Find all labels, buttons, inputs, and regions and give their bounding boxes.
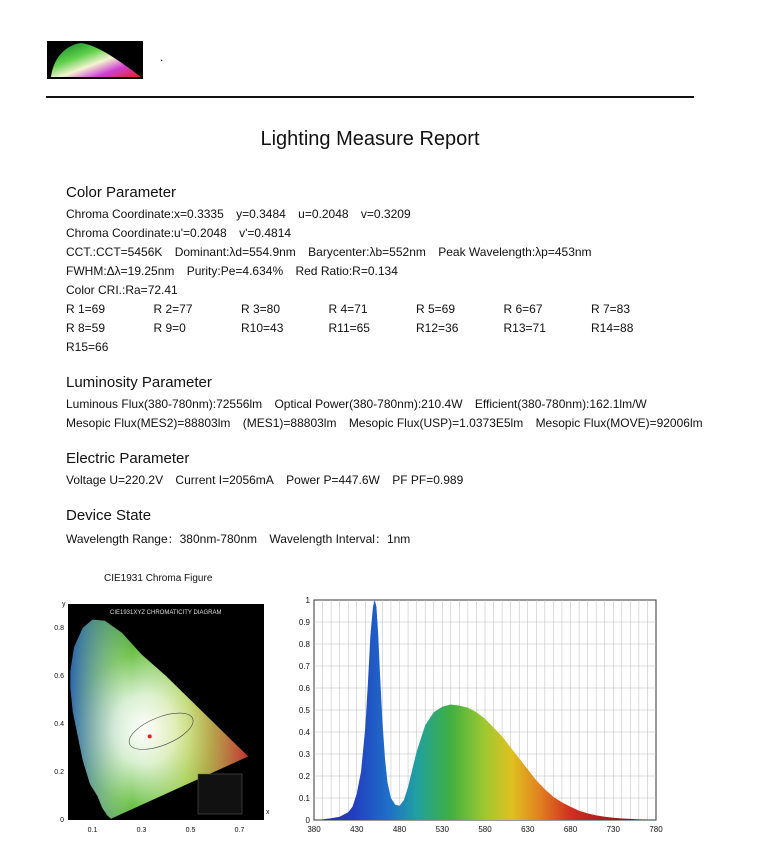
chroma-u-prime: Chroma Coordinate:u'=0.2048 (66, 226, 227, 240)
luminous-flux-value: Luminous Flux(380-780nm):72556lm (66, 397, 263, 411)
color-parameter-heading: Color Parameter (66, 184, 177, 201)
cct-line (66, 245, 601, 259)
mesopic-usp-value: Mesopic Flux(USP)=1.0373E5lm (348, 416, 524, 430)
cct-value: CCT.:CCT=5456K (66, 245, 163, 259)
cie-y-tick: 0.4 (54, 721, 64, 728)
cie-inner-title: CIE1931XYZ CHROMATICITY DIAGRAM (110, 610, 222, 616)
spectrum-x-tick: 530 (435, 825, 449, 834)
spectrum-y-tick: 0.9 (298, 618, 310, 627)
luminosity-parameter-heading: Luminosity Parameter (66, 374, 212, 391)
chroma-y: y=0.3484 (236, 207, 286, 221)
purity-value: Purity:Pe=4.634% (186, 264, 284, 278)
chroma-x: Chroma Coordinate:x=0.3335 (66, 207, 224, 221)
spectrum-y-tick: 0.5 (298, 706, 310, 715)
spectrum-x-tick: 680 (563, 825, 578, 834)
r-value-1: R 1=69 (66, 302, 106, 316)
electric-line (66, 473, 472, 487)
chroma-uv-line (66, 226, 300, 240)
cie-inset-chart (198, 774, 242, 814)
cie-x-tick: 0.1 (87, 827, 98, 834)
fwhm-value: FWHM:Δλ=19.25nm (66, 264, 175, 278)
r-value-13: R13=71 (503, 321, 546, 335)
mesopic-mes1-value: (MES1)=88803lm (242, 416, 337, 430)
barycenter-value: Barycenter:λb=552nm (308, 245, 426, 259)
r-value-5: R 5=69 (416, 302, 456, 316)
r-value-2: R 2=77 (153, 302, 193, 316)
efficient-value: Efficient(380-780nm):162.1lm/W (474, 397, 647, 411)
spectrum-x-tick: 730 (606, 825, 620, 834)
spectrum-y-tick: 0 (305, 816, 310, 825)
cie-x-tick: 0.5 (185, 827, 196, 834)
header-mark: . (160, 50, 164, 64)
wavelength-interval-value: Wavelength Interval：1nm (269, 532, 411, 546)
cie-y-tick: 0.8 (54, 625, 64, 632)
luminosity-line-1 (66, 397, 656, 411)
mesopic-mes2-value: Mesopic Flux(MES2)=88803lm (66, 416, 231, 430)
r-value-7: R 7=83 (591, 302, 631, 316)
spectrum-y-tick: 0.1 (298, 794, 310, 803)
spectrum-y-tick: 0.2 (298, 772, 310, 781)
electric-parameter-heading: Electric Parameter (66, 450, 190, 467)
cie-figure-title: CIE1931 Chroma Figure (104, 573, 213, 584)
r-value-8: R 8=59 (66, 321, 106, 335)
r-value-4: R 4=71 (328, 302, 368, 316)
cie-x-tick: 0.7 (234, 827, 245, 834)
chroma-xy-line (66, 207, 420, 221)
red-ratio-value: Red Ratio:R=0.134 (295, 264, 398, 278)
cie-y-tick: 0.2 (54, 769, 64, 776)
spectrum-chart (288, 592, 668, 838)
r-value-9: R 9=0 (153, 321, 186, 335)
spectrum-y-tick: 0.4 (298, 728, 310, 737)
report-title: Lighting Measure Report (260, 128, 480, 150)
spectrum-y-tick: 0.3 (298, 750, 310, 759)
cie-y-tick: 0.6 (54, 673, 64, 680)
spectrum-y-tick: 0.8 (298, 640, 310, 649)
voltage-value: Voltage U=220.2V (66, 473, 164, 487)
cie-x-axis-label: x (266, 809, 270, 816)
header-divider (46, 96, 694, 98)
chroma-v-prime: v'=0.4814 (239, 226, 292, 240)
spectrum-x-tick: 630 (521, 825, 535, 834)
r-value-6: R 6=67 (503, 302, 543, 316)
spectrum-x-tick: 780 (649, 825, 663, 834)
mesopic-move-value: Mesopic Flux(MOVE)=92006lm (535, 416, 703, 430)
spectrum-x-tick: 380 (307, 825, 321, 834)
spectrum-y-tick: 0.7 (298, 662, 310, 671)
current-value: Current I=2056mA (175, 473, 274, 487)
chroma-v: v=0.3209 (360, 207, 411, 221)
power-value: Power P=447.6W (286, 473, 380, 487)
spectrum-x-tick: 430 (350, 825, 364, 834)
spectrum-y-tick: 0.6 (298, 684, 310, 693)
dominant-value: Dominant:λd=554.9nm (174, 245, 296, 259)
wavelength-range-value: Wavelength Range：380nm-780nm (66, 532, 257, 546)
r-value-10: R10=43 (241, 321, 284, 335)
r-value-3: R 3=80 (241, 302, 281, 316)
chroma-u: u=0.2048 (298, 207, 349, 221)
device-state-heading: Device State (66, 507, 152, 524)
optical-power-value: Optical Power(380-780nm):210.4W (274, 397, 463, 411)
cie-x-tick: 0.3 (136, 827, 147, 834)
cie-measured-point (148, 734, 152, 738)
cie-logo-icon (47, 41, 143, 79)
r-value-14: R14=88 (591, 321, 634, 335)
r-value-12: R12=36 (416, 321, 459, 335)
cie-chromaticity-diagram (52, 596, 282, 836)
r-value-15: R15=66 (66, 340, 109, 354)
spectrum-y-tick: 1 (305, 596, 310, 605)
spectrum-x-tick: 480 (392, 825, 407, 834)
r-value-11: R11=65 (328, 321, 370, 335)
cri-line: Color CRI.:Ra=72.41 (66, 283, 178, 297)
luminosity-line-2 (66, 416, 712, 430)
fwhm-line (66, 264, 407, 278)
peak-wavelength-value: Peak Wavelength:λp=453nm (438, 245, 592, 259)
spectrum-x-tick: 580 (478, 825, 492, 834)
pf-value: PF PF=0.989 (392, 473, 464, 487)
device-state-line (66, 530, 419, 547)
cie-y-tick: 0 (60, 817, 64, 824)
cie-y-axis-label: y (62, 601, 66, 608)
